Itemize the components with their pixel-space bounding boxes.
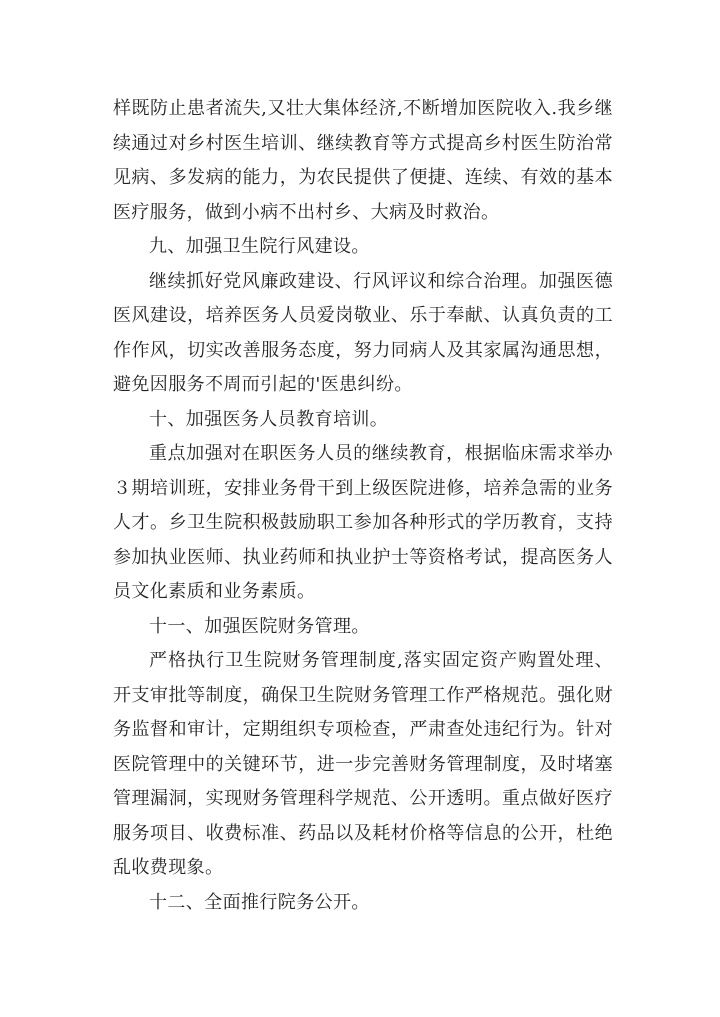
paragraph-training: 重点加强对在职医务人员的继续教育，根据临床需求举办３期培训班，安排业务骨干到上级医院进修，培养急需的业务人才。乡卫生院积极鼓励职工参加各种形式的学历教育，支持参加执业医师、执业药师和执业护士等资格考试，提高医务人员文化素质和业务素质。 [113,443,613,602]
paragraph-continuation: 样既防止患者流失,又壮大集体经济,不断增加医院收入.我乡继续通过对乡村医生培训、继续教育等方式提高乡村医生防治常见病、多发病的能力，为农民提供了便捷、连续、有效的基本医疗服务，做到小病不出村乡、大病及时救治。 [113,98,613,223]
section-heading-ten: 十、加强医务人员教育培训。 [149,408,389,430]
paragraph-conduct: 继续抓好党风廉政建设、行风评议和综合治理。加强医德医风建设，培养医务人员爱岗敬业、乐于奉献、认真负责的工作作风，切实改善服务态度，努力同病人及其家属沟通思想，避免因服务不周而引起的'医患纠纷。 [113,270,613,395]
paragraph-finance: 严格执行卫生院财务管理制度,落实固定资产购置处理、开支审批等制度，确保卫生院财务管理工作严格规范。强化财务监督和审计，定期组织专项检查，严肃查处违纪行为。针对医院管理中的关键环节，进一步完善财务管理制度，及时堵塞管理漏洞，实现财务管理科学规范、公开透明。重点做好医疗服务项目、收费标准、药品以及耗材价格等信息的公开，杜绝乱收费现象。 [113,650,613,878]
section-heading-nine: 九、加强卫生院行风建设。 [149,236,370,257]
section-heading-twelve: 十二、全面推行院务公开。 [149,891,370,913]
section-heading-eleven: 十一、加强医院财务管理。 [149,615,370,637]
document-body [113,92,613,920]
